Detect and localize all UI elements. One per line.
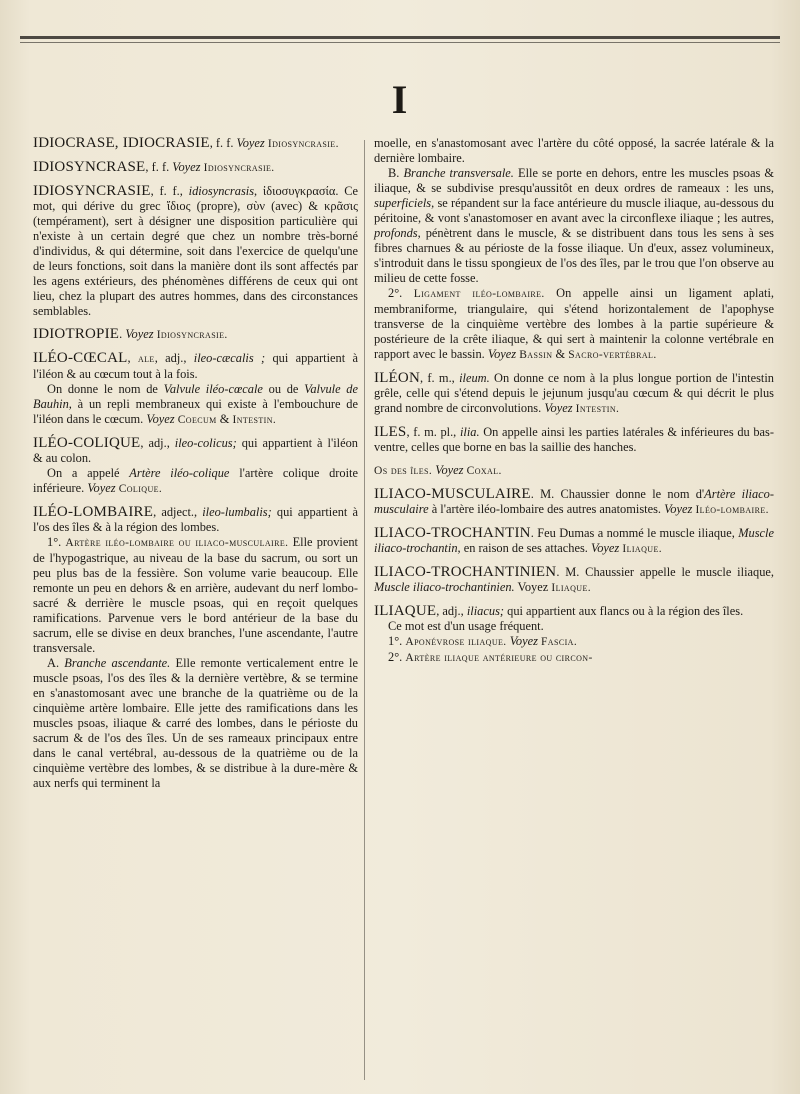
- headword: IDIOCRASE, IDIOCRASIE: [33, 135, 210, 151]
- entry-paragraph: [374, 634, 774, 650]
- entry-definition: [374, 425, 774, 455]
- text-run: en raison de ses attaches.: [460, 541, 592, 555]
- small-caps-text: Intestin.: [232, 414, 277, 426]
- small-caps-text: Artère iliaque antérieure ou circon-: [405, 652, 593, 664]
- italic-text: ileum.: [459, 371, 490, 385]
- text-run: ,: [127, 351, 138, 365]
- text-run: Elle remonte verticalement entre le muscle psoas, l'os des îles & la dernière vertèbre, & se termine en s'anastomosant avec une branche de la quatrième ou de la cinquième artère lombaire. Elle jette des ramifications dans les muscles psoas, iliaque & carré des lombes, dans le périoste du sacrum & de l'os des îles. Un de ses rameaux principaux entre dans le canal vertébral, au-dessous de la quatrième ou de la cinquième vertèbre des lombes, & se distribue à la dure-mère & aux nerfs qui terminent la: [33, 656, 358, 790]
- text-run: 1°.: [388, 634, 406, 648]
- text-run: . Feu Dumas a nommé le muscle iliaque,: [530, 526, 739, 540]
- headword: ILIACO-TROCHANTIN: [374, 525, 531, 541]
- text-run: On donne ce nom à la plus longue portion de l'intestin grêle, celle qui s'étend depuis le jejunum jusqu'au cœcum & qui décrit le plus grand nombre de circonvolutions.: [374, 371, 774, 415]
- entry-definition: [33, 136, 358, 152]
- headword: IDIOSYNCRASIE: [33, 183, 151, 199]
- text-run: Ce mot est d'un usage fréquent.: [388, 619, 544, 633]
- small-caps-text: Coxal.: [466, 465, 502, 477]
- text-run: On appelle ainsi les parties latérales & inférieures du bas-ventre, celles que borne en bas la saillie des hanches.: [374, 425, 775, 454]
- entry-ileo-lombaire: [33, 505, 358, 791]
- entry-definition: [33, 436, 358, 466]
- headword: ILÉO-CŒCAL: [33, 350, 128, 366]
- entry-idiosyncrasie: [33, 184, 358, 319]
- entry-paragraph: [33, 466, 358, 497]
- entry-idiotropie: [33, 327, 358, 343]
- text-run: ou de: [262, 382, 305, 396]
- text-run: . M. Chaussier donne le nom d': [530, 487, 705, 501]
- italic-text: ilia.: [459, 425, 480, 439]
- small-caps-text: Idiosyncrasie.: [156, 329, 228, 341]
- entry-iles: [374, 425, 774, 455]
- small-caps-text: Fascia.: [541, 636, 578, 648]
- italic-text: ileo-lumbalis;: [202, 505, 272, 519]
- small-caps-text: Idiosyncrasie.: [203, 162, 275, 174]
- italic-text: Voyez: [236, 136, 265, 150]
- entry-definition: [374, 136, 774, 166]
- text-run: , f. m. pl.,: [406, 425, 460, 439]
- entry-ileo-colique: [33, 436, 358, 497]
- text-run: Elle provient de l'hypogastrique, au niveau de la base du sacrum, ou sort un peu plus bas de la fessière. Son volume varie beaucoup. Elle remonte un peu en dehors & en arrière, audevant du nerf lombo-sacré & derrière le muscle psoas, qui en reçoit quelques ramifications. Parvenue vers le bord antérieur de la base du sacrum, elle se divise en deux branches, l'une ascendante, l'autre transversale.: [33, 535, 358, 655]
- entry-definition: [374, 371, 774, 417]
- headword: ILÉO-COLIQUE: [33, 435, 141, 451]
- italic-text: Muscle iliaco-trochantinien.: [374, 580, 515, 594]
- entry-paragraph: [33, 535, 358, 656]
- text-run: &: [216, 412, 233, 426]
- text-run: moelle, en s'anastomosant avec l'artère du côté opposé, la sacrée latérale & la dernière lombaire.: [374, 136, 774, 165]
- italic-text: Voyez: [172, 160, 201, 174]
- italic-text: Voyez: [509, 634, 538, 648]
- small-caps-text: Colique.: [118, 483, 163, 495]
- entry-definition: [374, 526, 774, 557]
- text-run: , f. m.,: [420, 371, 460, 385]
- entry-definition: [374, 487, 774, 518]
- text-run: 1°.: [47, 535, 66, 549]
- text-run: pénètrent dans le muscle, & se distribuent dans tous les sens à ses fibres charnues & au périoste de la fosse iliaque. Un d'eux, assez volumineux, s'introduit dans le tissu spongieux de l'os des îles, par le trou que l'on observe au milieu de cette fosse.: [374, 226, 774, 285]
- text-run: à l'artère iléo-lombaire des autres anatomistes.: [428, 502, 665, 516]
- text-run: Elle se porte en dehors, entre les muscles psoas & iliaque, & se subdivise presqu'aussitôt en deux ordres de rameaux : les uns,: [374, 166, 775, 195]
- italic-text: Muscle iliaco-trochantin,: [374, 526, 774, 555]
- headword: IDIOTROPIE: [33, 326, 120, 342]
- text-run: A.: [47, 656, 65, 670]
- entry-paragraph: [374, 286, 774, 363]
- text-run: se répandent sur la face antérieure du muscle iliaque, au-dessous du péritoine, & vont s'anastomoser en avant avec la circonflexe iliaque ; les autres,: [374, 196, 774, 225]
- small-caps-text: Iléo-lombaire.: [695, 504, 769, 516]
- entry-os-des-iles: [374, 463, 774, 479]
- entry-idiosyncrase: [33, 160, 358, 176]
- headword: ILÉON: [374, 370, 420, 386]
- italic-text: ileo-colicus;: [174, 436, 237, 450]
- headword: ILES: [374, 424, 407, 440]
- italic-text: Voyez: [87, 481, 116, 495]
- text-run: , f. f.: [209, 136, 237, 150]
- italic-text: Voyez: [487, 347, 517, 361]
- entry-definition: [374, 604, 774, 619]
- small-caps-text: Ligament iléo-lombaire.: [413, 288, 545, 300]
- small-caps-text: Coecum: [177, 414, 217, 426]
- text-run: , adject.,: [153, 505, 203, 519]
- text-run: qui appartient à l'os des îles & à la région des lombes.: [33, 505, 358, 534]
- text-run: qui appartient aux flancs ou à la région des îles.: [504, 604, 744, 618]
- column-divider: [364, 140, 365, 1080]
- text-run: .: [119, 327, 126, 341]
- small-caps-text: Sacro-vertébral.: [568, 349, 657, 361]
- italic-text: profonds,: [374, 226, 421, 240]
- text-run: , adj.,: [154, 351, 194, 365]
- entry-definition: [33, 351, 358, 382]
- small-caps-text: Idiosyncrasie.: [267, 138, 339, 150]
- italic-text: ileo-cæcalis ;: [193, 351, 266, 365]
- small-caps-text: Os des îles.: [374, 465, 433, 477]
- entry-ileon: [374, 371, 774, 417]
- right-column: [374, 136, 774, 674]
- entry-definition: [374, 463, 774, 479]
- italic-text: Valvule de Bauhin,: [33, 382, 358, 411]
- section-letter-heading: I: [391, 77, 409, 122]
- text-run: On donne le nom de: [47, 382, 164, 396]
- italic-text: Voyez: [435, 463, 464, 477]
- text-run: 2°.: [388, 286, 414, 300]
- small-caps-text: Iliaque.: [551, 582, 592, 594]
- entry-paragraph: [374, 650, 774, 666]
- headword: ILIAQUE: [374, 603, 437, 619]
- entry-definition: [33, 160, 358, 176]
- text-run: . M. Chaussier appelle le muscle iliaque,: [556, 565, 774, 579]
- italic-text: Valvule iléo-cœcale: [163, 382, 263, 396]
- italic-text: superficiels,: [374, 196, 435, 210]
- italic-text: iliacus;: [466, 604, 505, 618]
- text-run: l'artère colique droite inférieure.: [33, 466, 358, 495]
- italic-text: Voyez: [664, 502, 693, 516]
- entry-definition: [33, 327, 358, 343]
- text-run: à un repli membraneux qui existe à l'embouchure de l'iléon dans le cœcum.: [33, 397, 358, 426]
- small-caps-text: Aponévrose iliaque.: [405, 636, 507, 648]
- headword: ILIACO-MUSCULAIRE: [374, 486, 531, 502]
- text-run: On appelle ainsi un ligament aplati, membraniforme, triangulaire, qui s'étend horizontalement de l'apophyse transverse de la cinquième vertèbre des lombes à la partie supérieure & postérieure de la crête iliaque, & qui sert à maintenir la colonne vertébrale en rapport avec le bassin.: [374, 286, 774, 361]
- italic-text: Artère iliaco-musculaire: [374, 487, 774, 516]
- text-run: , adj.,: [140, 436, 175, 450]
- italic-text: Voyez: [125, 327, 154, 341]
- entry-ileo-lombaire-cont: [374, 136, 774, 363]
- left-column: [33, 136, 358, 799]
- entry-definition: [374, 565, 774, 596]
- entry-definition: [33, 184, 358, 319]
- headword: ILÉO-LOMBAIRE: [33, 504, 154, 520]
- text-run: , f. f.,: [150, 184, 189, 198]
- italic-text: Voyez: [591, 541, 620, 555]
- small-caps-text: Artère iléo-lombaire ou iliaco-musculaire.: [65, 537, 289, 549]
- text-run: , f. f.: [145, 160, 173, 174]
- entry-paragraph: [374, 166, 774, 286]
- entry-iliaco-trochantinien: [374, 565, 774, 596]
- text-run: On a appelé: [47, 466, 130, 480]
- text-run: , adj.,: [436, 604, 467, 618]
- entry-paragraph: [374, 619, 774, 634]
- small-caps-text: Iliaque.: [622, 543, 663, 555]
- text-run: qui appartient à l'iléon & au colon.: [33, 436, 358, 465]
- small-caps-text: Intestin.: [575, 403, 620, 415]
- small-caps-text: Bassin: [519, 349, 553, 361]
- text-run: qui appartient à l'iléon & au cœcum tout à la fois.: [33, 351, 358, 381]
- headword: IDIOSYNCRASE: [33, 159, 146, 175]
- text-run: &: [552, 347, 569, 361]
- italic-text: Branche transversale.: [403, 166, 514, 180]
- text-run: B.: [388, 166, 404, 180]
- italic-text: Artère iléo-colique: [129, 466, 230, 480]
- entry-ileo-caecal: [33, 351, 358, 428]
- italic-text: Voyez: [544, 401, 573, 415]
- italic-text: idiosyncrasis: [188, 184, 255, 198]
- entry-iliaco-musculaire: [374, 487, 774, 518]
- text-run: Voyez: [514, 580, 552, 594]
- top-rule-thin: [20, 42, 780, 43]
- entry-iliaque: [374, 604, 774, 666]
- entry-iliaco-trochantien: [374, 526, 774, 557]
- top-rule: [20, 36, 780, 39]
- entry-definition: [33, 505, 358, 535]
- entry-idiocrase: [33, 136, 358, 152]
- text-run: 2°.: [388, 650, 406, 664]
- entry-paragraph: [33, 382, 358, 428]
- headword: ILIACO-TROCHANTINIEN: [374, 564, 557, 580]
- entry-paragraph: [33, 656, 358, 791]
- italic-text: Voyez: [146, 412, 175, 426]
- italic-text: Branche ascendante.: [64, 656, 171, 670]
- small-caps-text: ale: [137, 353, 155, 365]
- text-run: , ἰδιοσυγκρασία. Ce mot, qui dérive du grec ἴδιος (propre), σὺν (avec) & κρᾶσις (tempérament), sert à désigner une disposition particulière qui n'existe à un certain degré que chez un nombre très-borné d'individus, & qui détermine, soit dans l'exercice de quelqu'une de leurs fonctions, soit dans la manière dont ils sont affectés par les agens extérieurs, des phénomènes différens de ceux qui ont lieu, chez la plupart des autres hommes, dans des circonstances semblables.: [33, 184, 359, 318]
